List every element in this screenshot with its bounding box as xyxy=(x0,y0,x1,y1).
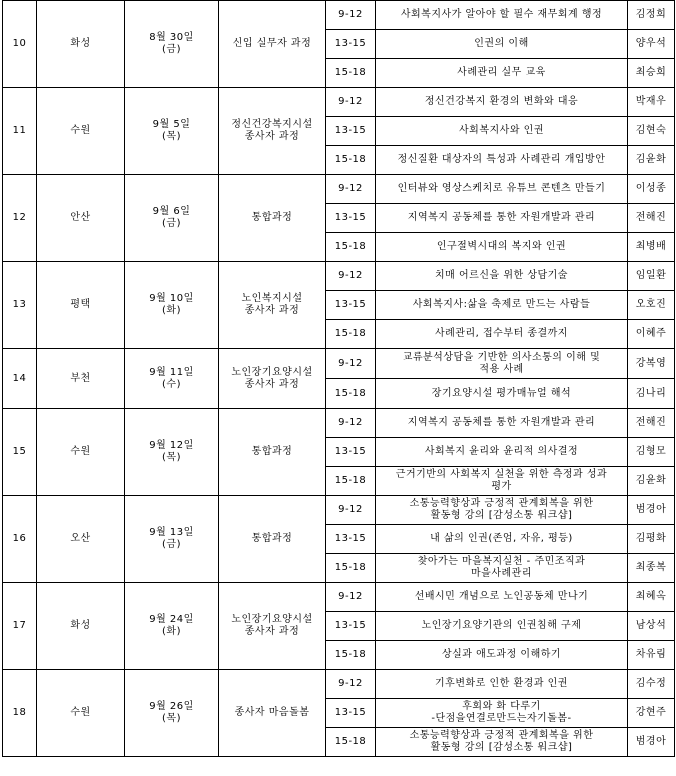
lecture-title-cell xyxy=(376,728,628,757)
lecture-time: 13-15 xyxy=(326,117,376,146)
lecturer-name: 강현주 xyxy=(628,699,675,728)
session-number: 10 xyxy=(3,1,37,88)
lecture-time: 15-18 xyxy=(326,59,376,88)
session-number: 14 xyxy=(3,349,37,409)
table-row xyxy=(3,496,675,525)
lecture-title-line: 교류분석상담을 기반한 의사소통의 이해 및 xyxy=(402,351,601,363)
lecture-title-cell xyxy=(376,467,628,496)
lecture-time: 13-15 xyxy=(326,699,376,728)
lecture-title-line: 인구절벽시대의 복지와 인권 xyxy=(436,241,567,252)
lecture-title-cell xyxy=(376,438,628,467)
lecture-title-line: 찾아가는 마을복지실천 - 주민조직과 xyxy=(417,556,586,567)
session-region: 안산 xyxy=(37,175,125,262)
schedule-body xyxy=(3,1,675,757)
session-region: 수원 xyxy=(37,670,125,757)
course-name-line: 노인장기요양시설 xyxy=(231,614,313,625)
lecture-title-cell xyxy=(376,612,628,641)
course-name-cell xyxy=(219,670,326,757)
lecture-time: 13-15 xyxy=(326,438,376,467)
session-date-cell xyxy=(125,262,219,349)
session-day: (목) xyxy=(162,452,181,463)
lecture-title-line: 정신질환 대상자의 특성과 사례관리 개입방안 xyxy=(397,154,606,165)
table-row xyxy=(3,88,675,117)
lecturer-name: 범경아 xyxy=(628,496,675,525)
lecture-title-line: 장기요양시설 평가매뉴얼 해석 xyxy=(431,387,572,399)
session-region: 화성 xyxy=(37,583,125,670)
lecture-time: 15-18 xyxy=(326,728,376,757)
session-date: 8월 30일 xyxy=(149,32,194,43)
session-date-cell xyxy=(125,1,219,88)
lecture-title-cell xyxy=(376,554,628,583)
session-day: (금) xyxy=(162,44,181,55)
lecture-title-line: 치매 어르신을 위한 상담기술 xyxy=(435,270,568,281)
lecture-time: 13-15 xyxy=(326,291,376,320)
lecture-title-cell xyxy=(376,349,628,379)
lecture-title-line: 후회와 화 다루기 xyxy=(462,701,541,712)
lecture-time: 9-12 xyxy=(326,670,376,699)
lecture-time: 15-18 xyxy=(326,146,376,175)
course-name-line: 노인복지시설 xyxy=(241,293,303,304)
lecture-title-line: 인권의 이해 xyxy=(474,38,529,49)
lecture-title-line: 활동형 강의 [감성소통 워크샵] xyxy=(430,510,573,521)
course-name-cell xyxy=(219,409,326,496)
lecture-title-line: 평가 xyxy=(491,481,512,492)
lecture-title-cell xyxy=(376,1,628,30)
lecture-title-cell xyxy=(376,175,628,204)
lecturer-name: 전해진 xyxy=(628,204,675,233)
course-name-line: 종사자 마음돌봄 xyxy=(234,707,310,718)
course-name-line: 신입 실무자 과정 xyxy=(232,38,312,49)
lecturer-name: 김수정 xyxy=(628,670,675,699)
lecture-title-line: 상실과 애도과정 이해하기 xyxy=(441,649,562,660)
lecture-title-cell xyxy=(376,88,628,117)
lecturer-name: 김현숙 xyxy=(628,117,675,146)
lecture-title-cell xyxy=(376,699,628,728)
course-name-cell xyxy=(219,349,326,409)
lecture-title-cell xyxy=(376,320,628,349)
lecture-title-line: 인터뷰와 영상스케치로 유튜브 콘텐츠 만들기 xyxy=(397,183,606,194)
lecture-title-line: 선배시민 개념으로 노인공동체 만나기 xyxy=(414,591,589,602)
session-region: 평택 xyxy=(37,262,125,349)
lecture-title-line: 소통능력향상과 긍정적 관계회복을 위한 xyxy=(409,730,594,741)
session-region: 부천 xyxy=(37,349,125,409)
table-row xyxy=(3,349,675,379)
lecture-title-cell xyxy=(376,641,628,670)
lecture-title-cell xyxy=(376,670,628,699)
lecturer-name: 임일환 xyxy=(628,262,675,291)
lecturer-name: 김정희 xyxy=(628,1,675,30)
lecture-title-line: 활동형 강의 [감성소통 워크샵] xyxy=(430,742,573,753)
session-date-cell xyxy=(125,496,219,583)
lecture-title-cell xyxy=(376,30,628,59)
lecture-title-cell xyxy=(376,583,628,612)
lecturer-name: 최병배 xyxy=(628,233,675,262)
lecturer-name: 전해진 xyxy=(628,409,675,438)
session-date-cell xyxy=(125,409,219,496)
lecture-title-line: 마을사례관리 xyxy=(471,568,532,579)
session-day: (화) xyxy=(162,626,181,637)
session-number: 12 xyxy=(3,175,37,262)
lecture-title-line: 내 삶의 인권(존엄, 자유, 평등) xyxy=(430,533,573,544)
lecturer-name: 김평화 xyxy=(628,525,675,554)
course-name-line: 종사자 과정 xyxy=(244,131,300,142)
session-number: 13 xyxy=(3,262,37,349)
table-row xyxy=(3,175,675,204)
lecturer-name: 김윤화 xyxy=(628,146,675,175)
lecturer-name: 범경아 xyxy=(628,728,675,757)
lecture-time: 9-12 xyxy=(326,88,376,117)
lecture-title-cell xyxy=(376,59,628,88)
session-date-cell xyxy=(125,670,219,757)
session-date: 9월 24일 xyxy=(149,614,194,625)
lecture-title-line: -단점을연결로만드는자기돌봄- xyxy=(431,713,572,724)
table-row xyxy=(3,409,675,438)
lecture-time: 9-12 xyxy=(326,262,376,291)
lecture-title-cell xyxy=(376,291,628,320)
lecture-title-line: 사회복지사:삶을 축제로 만드는 사람들 xyxy=(412,299,591,310)
lecture-title-line: 적용 사례 xyxy=(479,363,524,375)
lecturer-name: 박재우 xyxy=(628,88,675,117)
lecturer-name: 남상석 xyxy=(628,612,675,641)
course-name-line: 통합과정 xyxy=(251,533,293,544)
lecture-time: 13-15 xyxy=(326,525,376,554)
lecture-time: 13-15 xyxy=(326,30,376,59)
course-name-cell xyxy=(219,88,326,175)
lecture-time: 9-12 xyxy=(326,349,376,379)
session-number: 11 xyxy=(3,88,37,175)
lecture-title-cell xyxy=(376,525,628,554)
lecture-time: 9-12 xyxy=(326,409,376,438)
lecture-title-line: 소통능력향상과 긍정적 관계회복을 위한 xyxy=(409,498,594,509)
session-date: 9월 11일 xyxy=(149,366,194,378)
lecturer-name: 김나리 xyxy=(628,379,675,409)
lecturer-name: 이성종 xyxy=(628,175,675,204)
course-name-line: 종사자 과정 xyxy=(244,305,300,316)
session-date: 9월 26일 xyxy=(149,701,194,712)
course-name-line: 종사자 과정 xyxy=(244,378,300,390)
lecture-time: 9-12 xyxy=(326,496,376,525)
course-name-cell xyxy=(219,175,326,262)
lecture-title-cell xyxy=(376,379,628,409)
lecture-time: 15-18 xyxy=(326,641,376,670)
course-name-cell xyxy=(219,1,326,88)
session-date-cell xyxy=(125,175,219,262)
lecture-title-line: 사회복지 윤리와 윤리적 의사결정 xyxy=(424,446,579,457)
lecturer-name: 김형모 xyxy=(628,438,675,467)
table-row xyxy=(3,583,675,612)
lecture-time: 9-12 xyxy=(326,175,376,204)
lecture-time: 9-12 xyxy=(326,583,376,612)
lecture-title-line: 기후변화로 인한 환경과 인권 xyxy=(435,678,568,689)
session-day: (목) xyxy=(162,131,181,142)
lecture-title-line: 근거기반의 사회복지 실천을 위한 측정과 성과 xyxy=(395,469,608,480)
session-date-cell xyxy=(125,88,219,175)
session-day: (목) xyxy=(162,713,181,724)
lecturer-name: 이혜주 xyxy=(628,320,675,349)
lecturer-name: 오호진 xyxy=(628,291,675,320)
lecture-time: 13-15 xyxy=(326,612,376,641)
lecture-time: 13-15 xyxy=(326,204,376,233)
lecture-title-cell xyxy=(376,204,628,233)
lecture-time: 15-18 xyxy=(326,320,376,349)
lecture-title-cell xyxy=(376,146,628,175)
session-day: (화) xyxy=(162,305,181,316)
session-date: 9월 13일 xyxy=(149,527,194,538)
lecture-title-line: 지역복지 공동체를 통한 자원개발과 관리 xyxy=(407,212,596,223)
lecturer-name: 최종복 xyxy=(628,554,675,583)
training-schedule-table xyxy=(2,0,675,757)
session-day: (수) xyxy=(162,378,181,390)
session-number: 18 xyxy=(3,670,37,757)
lecture-title-line: 지역복지 공동체를 통한 자원개발과 관리 xyxy=(407,417,596,428)
table-row xyxy=(3,1,675,30)
lecture-title-line: 정신건강복지 환경의 변화와 대응 xyxy=(424,96,579,107)
lecture-title-cell xyxy=(376,496,628,525)
course-name-cell xyxy=(219,262,326,349)
lecturer-name: 강복영 xyxy=(628,349,675,379)
lecture-title-line: 노인장기요양기관의 인권침해 구제 xyxy=(421,620,582,631)
session-day: (금) xyxy=(162,539,181,550)
session-region: 수원 xyxy=(37,409,125,496)
course-name-line: 통합과정 xyxy=(251,446,293,457)
lecture-title-line: 사례관리 실무 교육 xyxy=(457,67,546,78)
lecture-title-line: 사례관리, 접수부터 종결까지 xyxy=(435,328,568,339)
session-date: 9월 10일 xyxy=(149,293,194,304)
session-region: 오산 xyxy=(37,496,125,583)
lecturer-name: 양우석 xyxy=(628,30,675,59)
course-name-line: 종사자 과정 xyxy=(244,626,300,637)
lecturer-name: 김윤화 xyxy=(628,467,675,496)
lecture-time: 15-18 xyxy=(326,379,376,409)
session-date: 9월 5일 xyxy=(152,119,191,130)
lecture-time: 9-12 xyxy=(326,1,376,30)
lecturer-name: 최혜옥 xyxy=(628,583,675,612)
session-date-cell xyxy=(125,349,219,409)
lecture-title-line: 사회복지사와 인권 xyxy=(459,125,544,136)
session-number: 17 xyxy=(3,583,37,670)
course-name-line: 노인장기요양시설 xyxy=(231,366,313,378)
lecture-title-cell xyxy=(376,117,628,146)
lecturer-name: 최승희 xyxy=(628,59,675,88)
session-region: 수원 xyxy=(37,88,125,175)
session-date-cell xyxy=(125,583,219,670)
course-name-cell xyxy=(219,496,326,583)
course-name-cell xyxy=(219,583,326,670)
session-number: 16 xyxy=(3,496,37,583)
session-day: (금) xyxy=(162,218,181,229)
session-region: 화성 xyxy=(37,1,125,88)
course-name-line: 정신건강복지시설 xyxy=(231,119,313,130)
lecture-title-cell xyxy=(376,233,628,262)
table-row xyxy=(3,262,675,291)
lecture-title-cell xyxy=(376,409,628,438)
lecture-time: 15-18 xyxy=(326,554,376,583)
session-date: 9월 12일 xyxy=(149,440,194,451)
lecture-title-line: 사회복지사가 알아야 할 필수 재무회계 행정 xyxy=(400,9,603,20)
session-number: 15 xyxy=(3,409,37,496)
session-date: 9월 6일 xyxy=(152,206,191,217)
lecture-title-cell xyxy=(376,262,628,291)
lecturer-name: 차유림 xyxy=(628,641,675,670)
course-name-line: 통합과정 xyxy=(251,212,293,223)
table-row xyxy=(3,670,675,699)
lecture-time: 15-18 xyxy=(326,233,376,262)
lecture-time: 15-18 xyxy=(326,467,376,496)
